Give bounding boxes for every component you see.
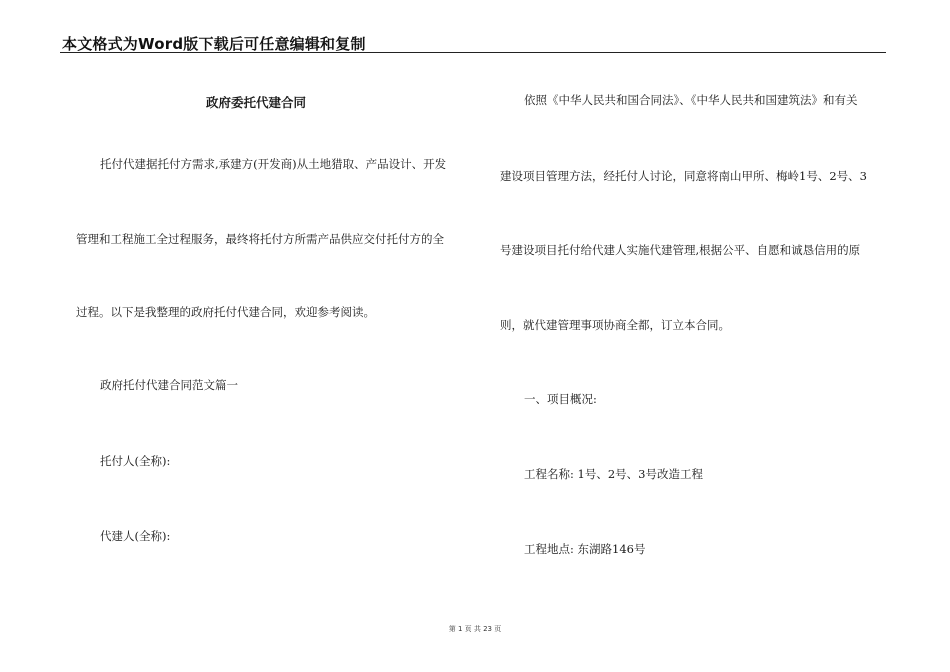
project-location: 工程地点: 东湖路146号 (524, 542, 646, 556)
basis-line-2: 建设项目管理方法，经托付人讨论，同意将南山甲所、梅岭1号、2号、3 (500, 169, 867, 183)
left-column (76, 0, 466, 672)
project-overview-heading: 一、项目概况: (524, 392, 597, 406)
document-title: 政府委托代建合同 (206, 95, 307, 110)
right-column (500, 0, 890, 672)
basis-line-3: 号建设项目托付给代建人实施代建管理,根据公平、自愿和诚恳信用的原 (500, 243, 861, 257)
principal-label: 托付人(全称): (100, 454, 171, 468)
intro-line-2: 管理和工程施工全过程服务，最终将托付方所需产品供应交付托付方的全 (76, 232, 444, 246)
intro-line-3: 过程。以下是我整理的政府托付代建合同，欢迎参考阅读。 (76, 305, 375, 319)
page-indicator: 第 1 页 共 23 页 (448, 625, 502, 633)
project-name: 工程名称: 1号、2号、3号改造工程 (524, 467, 703, 481)
intro-line-1: 托付代建据托付方需求,承建方(开发商)从土地猎取、产品设计、开发 (100, 157, 447, 171)
agent-label: 代建人(全称): (100, 529, 171, 543)
section-heading: 政府托付代建合同范文篇一 (100, 378, 238, 392)
document-header-banner: 本文格式为Word版下载后可任意编辑和复制 (62, 35, 366, 53)
basis-line-4: 则，就代建管理事项协商全都，订立本合同。 (500, 318, 730, 332)
basis-line-1: 依照《中华人民共和国合同法》、《中华人民共和国建筑法》和有关 (524, 93, 858, 107)
